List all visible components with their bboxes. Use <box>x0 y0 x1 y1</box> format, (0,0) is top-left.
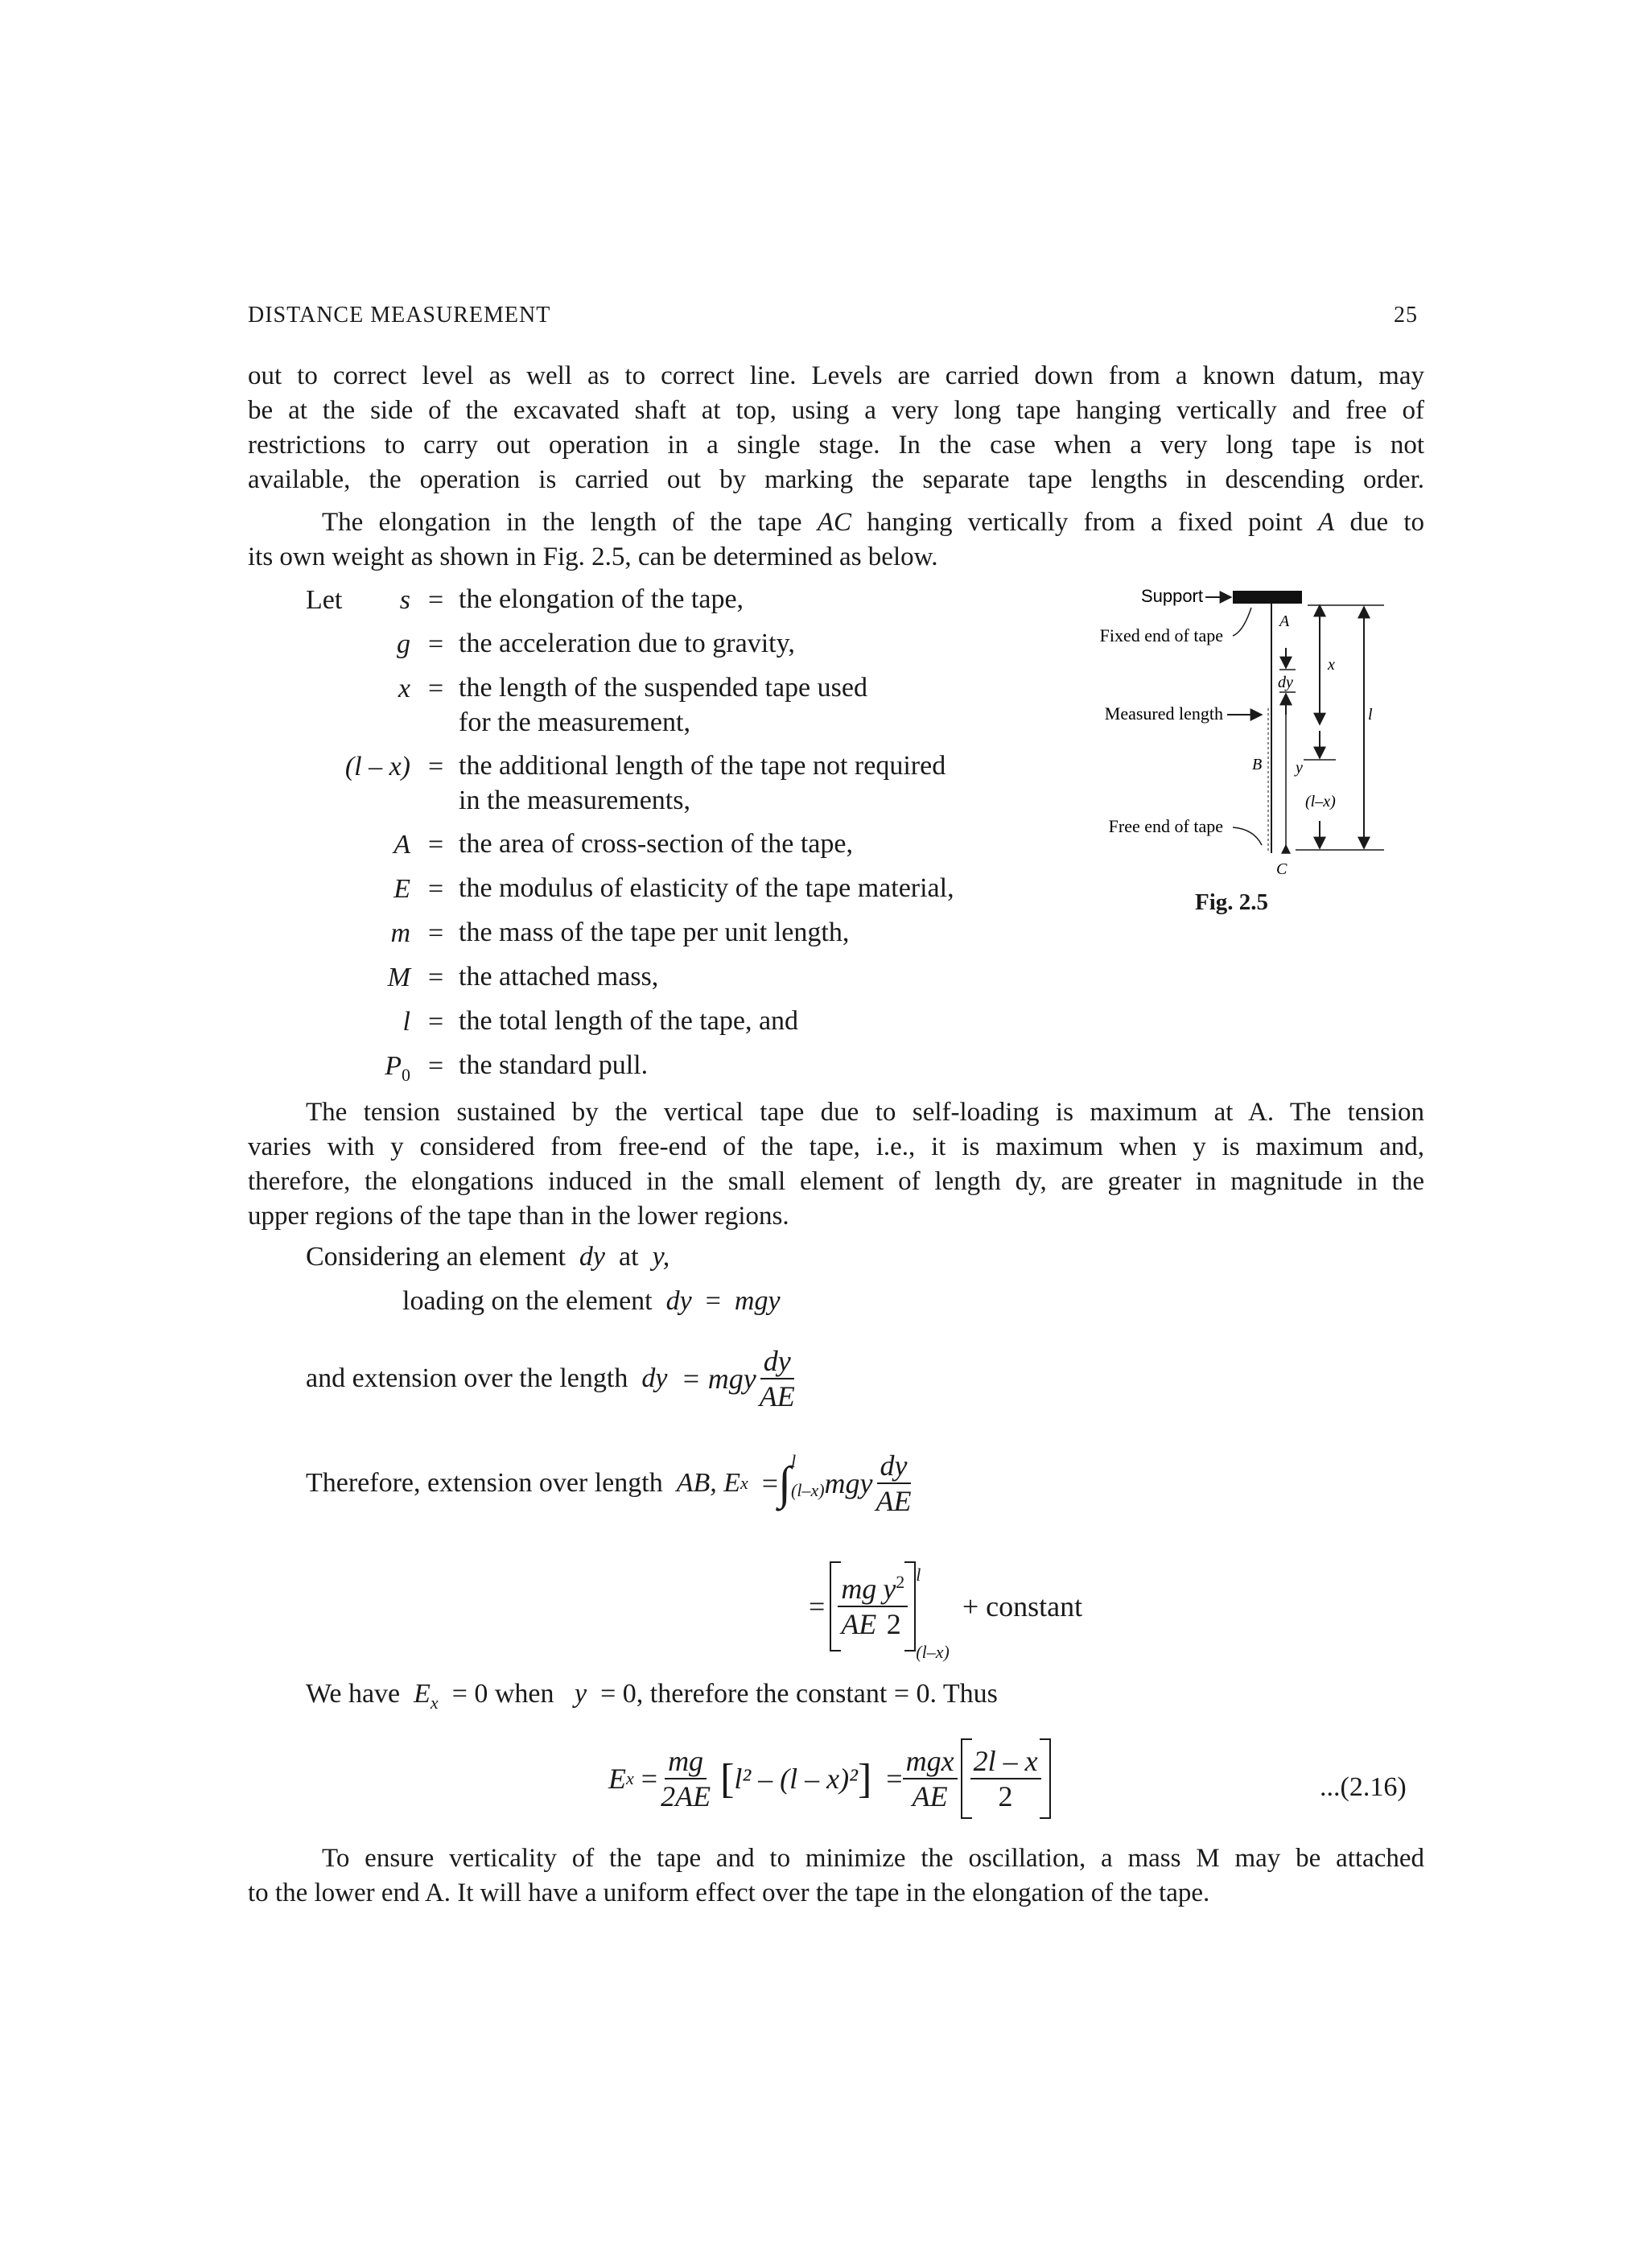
figure-2-5 <box>1078 579 1400 926</box>
def-description: the mass of the tape per unit length, <box>459 918 850 947</box>
def-description: the total length of the tape, and <box>459 1006 799 1036</box>
def-symbol: s <box>399 585 410 615</box>
def-symbol: m <box>390 918 410 948</box>
point-b-label: B <box>1252 756 1263 773</box>
paragraph-2 <box>248 505 1424 575</box>
def-description: the additional length of the tape not required in the measurements, <box>459 751 946 815</box>
running-header: DISTANCE MEASUREMENT <box>248 303 551 328</box>
def-description: the area of cross-section of the tape, <box>459 829 853 859</box>
fraction: $\frac{\text{mgx}}{AE}$ <box>903 1744 958 1813</box>
extension-line: and extension over the length dy = mgy $\frac{dy}{AE}$ <box>306 1344 798 1413</box>
para1-line: available, the operation is carried out by marking the separate tape lengths in descending order. <box>248 465 1424 494</box>
def-symbol: $P_0$ <box>385 1051 410 1085</box>
para3-line: upper regions of the tape than in the lower regions. <box>248 1202 789 1231</box>
bracket-equation: = $\frac{mg}{AE}$ $\frac{y^2}{2}$ l (l–x) + constant <box>809 1561 1082 1652</box>
def-symbol: E <box>393 874 410 904</box>
def-equals: = <box>428 674 444 703</box>
def-symbol: A <box>393 830 410 860</box>
l-label: l <box>1368 706 1373 724</box>
paragraph-3 <box>248 1095 1424 1234</box>
def-description: the attached mass, <box>459 962 659 992</box>
page-number: 25 <box>1394 303 1418 328</box>
def-equals: = <box>428 629 444 659</box>
para1-line: be at the side of the excavated shaft at top, using a very long tape hanging vertically and free of <box>248 396 1424 425</box>
fixed-end-leader <box>1233 608 1251 636</box>
free-end-label: Free end of tape <box>1108 816 1223 836</box>
para4-line: to the lower end A. It will have a uniform effect over the tape in the elongation of the tape. <box>248 1878 1210 1907</box>
fraction: $\frac{dy}{AE}$ <box>876 1449 912 1517</box>
para3-line: The tension sustained by the vertical tape due to self-loading is maximum at A. The tension <box>306 1098 1424 1127</box>
fraction: $\frac{mg}{AE}$ <box>838 1572 880 1641</box>
def-symbol: x <box>398 674 410 703</box>
point-a-label: A <box>1279 612 1290 630</box>
para3-line: varies with y considered from free-end of the tape, i.e., it is maximum when y is maximum and, <box>248 1132 1424 1161</box>
para1-line: restrictions to carry out operation in a single stage. In the case when a very long tape is not <box>248 431 1424 460</box>
def-equals: = <box>428 1051 444 1081</box>
para2-line-2: its own weight as shown in Fig. 2.5, can be determined as below. <box>248 542 938 571</box>
considering-line: Considering an element dy at y, <box>306 1242 670 1272</box>
def-description: the modulus of elasticity of the tape material, <box>459 873 954 903</box>
support-label: Support <box>1140 586 1203 606</box>
we-have-line: We have $E_x = 0$ when y = 0, therefore the constant = 0. Thus <box>306 1679 998 1713</box>
fraction: $\frac{mg}{2AE}$ <box>661 1745 711 1812</box>
def-equals: = <box>428 963 444 992</box>
def-description: the standard pull. <box>459 1050 649 1080</box>
integral-sign: ∫ <box>778 1457 791 1509</box>
paragraph-1 <box>248 359 1424 497</box>
def-symbol: M <box>387 963 410 992</box>
def-symbol: (l – x) <box>344 752 410 781</box>
def-symbol: g <box>397 629 410 659</box>
fraction: $\frac{dy}{AE}$ <box>759 1345 795 1412</box>
def-equals: = <box>428 585 444 615</box>
x-label: x <box>1328 656 1335 674</box>
def-equals: = <box>428 830 444 860</box>
def-description: the length of the suspended tape used for the measurement, <box>459 673 867 737</box>
def-equals: = <box>428 1007 444 1037</box>
lx-label: (l–x) <box>1305 793 1336 810</box>
para1-line: out to correct level as well as to correct line. Levels are carried down from a known datum, may <box>248 361 1424 390</box>
equation-number: ...(2.16) <box>1320 1772 1407 1802</box>
figure-caption: Fig. 2.5 <box>1195 889 1269 915</box>
bracket <box>830 1561 916 1652</box>
def-equals: = <box>428 918 444 948</box>
fraction: $\frac{y^2}{2}$ <box>880 1572 908 1641</box>
paragraph-4 <box>248 1841 1424 1911</box>
let-label: Let <box>306 585 343 615</box>
y-label: y <box>1296 759 1303 777</box>
para4-line: To ensure verticality of the tape and to minimize the oscillation, a mass M may be attached <box>322 1844 1424 1873</box>
support-block <box>1233 591 1302 604</box>
def-description: the elongation of the tape, <box>459 584 744 614</box>
def-symbol: l <box>402 1007 410 1037</box>
para3-line: therefore, the elongations induced in the small element of length dy, are greater in magnitude in the <box>248 1167 1424 1196</box>
para2-line-1: The elongation in the length of the tape AC hanging vertically from a fixed point A due to <box>322 508 1425 537</box>
integral: ∫ l (l–x) <box>778 1450 825 1509</box>
def-equals: = <box>428 874 444 904</box>
fraction: $\frac{2l - x}{2}$ <box>970 1744 1041 1813</box>
free-end-leader <box>1233 827 1262 845</box>
dy-label: dy <box>1278 674 1293 691</box>
bracket <box>961 1738 1051 1819</box>
fixed-end-label: Fixed end of tape <box>1099 625 1223 645</box>
therefore-line: Therefore, extension over length AB, E x = ∫ l (l–x) mgy $\frac{dy}{AE}$ <box>306 1449 915 1518</box>
loading-line: loading on the element dy = mgy <box>402 1286 781 1316</box>
measured-length-label: Measured length <box>1104 703 1223 724</box>
point-c-label: C <box>1276 860 1288 878</box>
def-equals: = <box>428 752 444 781</box>
final-equation: E x = $\frac{mg}{2AE}$ [ l² – (l – x)² ] = $\frac{\text{mgx}}{AE}$ $\frac{2l - x}{2}$ <box>608 1738 1051 1819</box>
def-description: the acceleration due to gravity, <box>459 629 795 658</box>
